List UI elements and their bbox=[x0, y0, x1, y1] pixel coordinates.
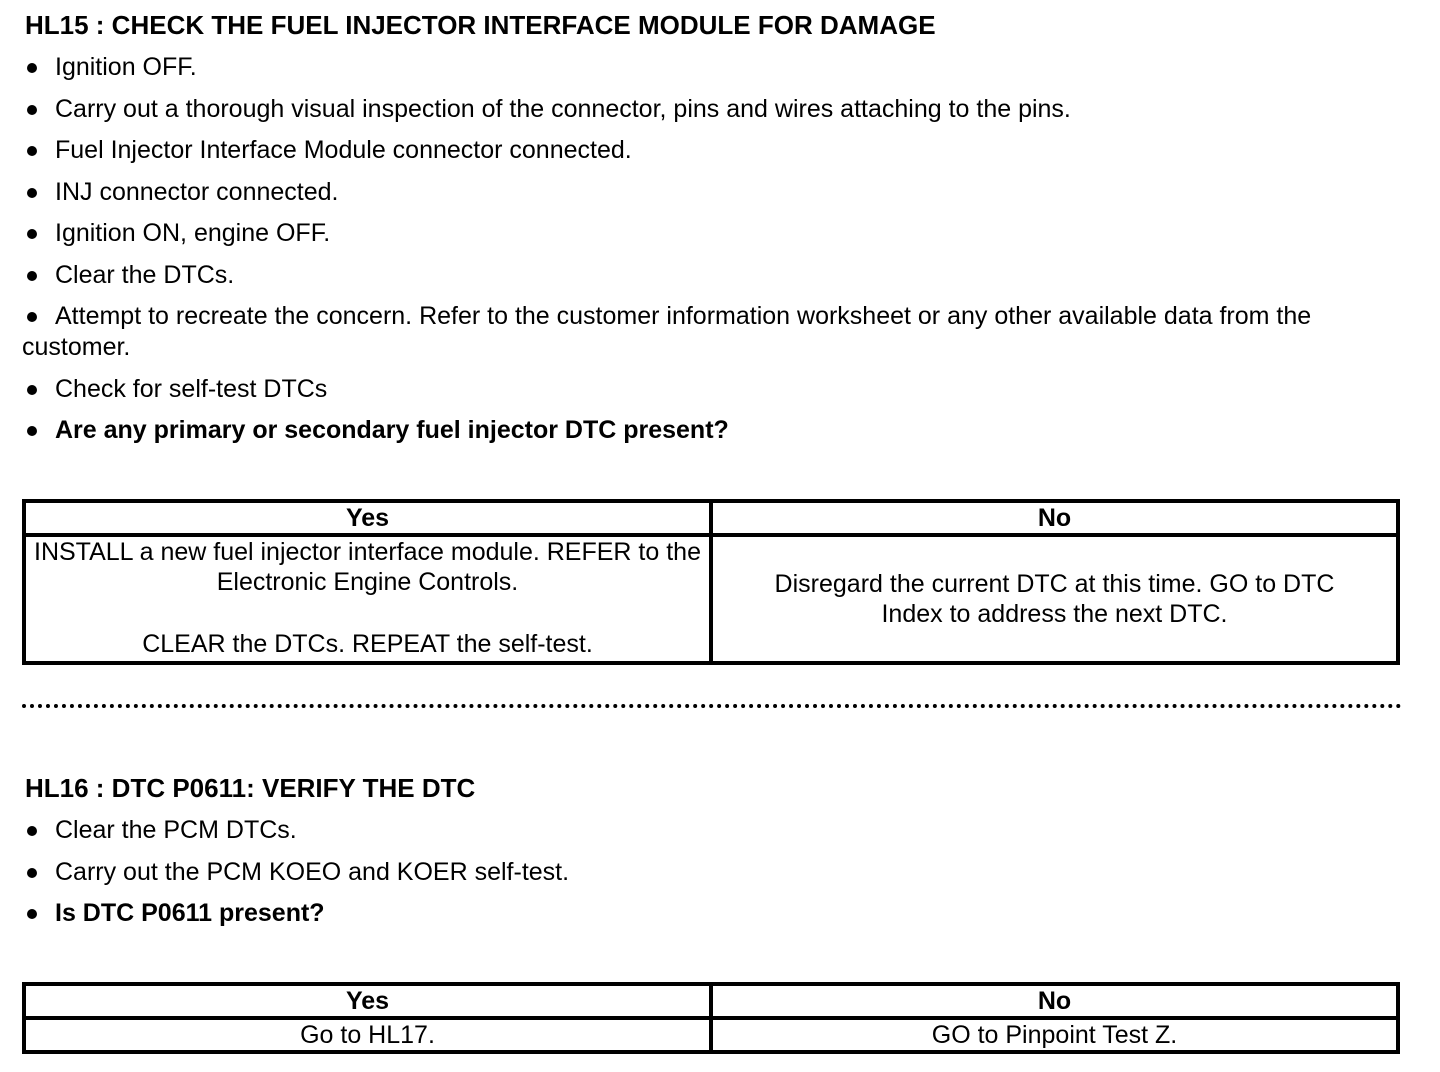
hl15-no-cell: Disregard the current DTC at this time. GO to DTC Index to address the next DTC. bbox=[711, 535, 1398, 663]
hl15-step: Fuel Injector Interface Module connector connected. bbox=[22, 135, 1402, 166]
hl15-yes-instruction: INSTALL a new fuel injector interface module. REFER to the Electronic Engine Controls. bbox=[34, 538, 701, 596]
hl16-decision-table bbox=[22, 982, 1400, 1054]
hl16-step: Carry out the PCM KOEO and KOER self-test. bbox=[22, 857, 1402, 888]
hl16-question: Is DTC P0611 present? bbox=[22, 898, 1402, 929]
hl16-heading: HL16 : DTC P0611: VERIFY THE DTC bbox=[25, 773, 476, 803]
hl15-yes-header: Yes bbox=[24, 501, 711, 535]
bullet-icon bbox=[27, 63, 37, 73]
bullet-icon bbox=[27, 105, 37, 115]
bullet-icon bbox=[27, 385, 37, 395]
hl15-section bbox=[22, 10, 1402, 457]
hl16-step-list bbox=[22, 815, 1402, 929]
hl15-step: Carry out a thorough visual inspection of the connector, pins and wires attaching to the pins. bbox=[22, 94, 1402, 125]
bullet-icon bbox=[27, 146, 37, 156]
hl15-step-list bbox=[22, 52, 1402, 446]
hl15-decision-table bbox=[22, 499, 1400, 665]
hl15-heading: HL15 : CHECK THE FUEL INJECTOR INTERFACE MODULE FOR DAMAGE bbox=[25, 10, 936, 40]
hl15-step: Ignition OFF. bbox=[22, 52, 1402, 83]
bullet-icon bbox=[27, 271, 37, 281]
bullet-icon bbox=[27, 188, 37, 198]
hl15-yes-followup: CLEAR the DTCs. REPEAT the self-test. bbox=[142, 630, 593, 658]
hl15-yes-cell bbox=[24, 535, 711, 663]
hl15-step: Ignition ON, engine OFF. bbox=[22, 218, 1402, 249]
hl16-step: Clear the PCM DTCs. bbox=[22, 815, 1402, 846]
hl16-yes-header: Yes bbox=[24, 984, 711, 1018]
section-divider bbox=[22, 704, 1402, 708]
hl16-no-header: No bbox=[711, 984, 1398, 1018]
bullet-icon bbox=[27, 826, 37, 836]
hl15-step: INJ connector connected. bbox=[22, 177, 1402, 208]
bullet-icon bbox=[27, 868, 37, 878]
hl15-step: Check for self-test DTCs bbox=[22, 374, 1402, 405]
hl15-step: Attempt to recreate the concern. Refer to the customer information worksheet or any other available data from the customer. bbox=[22, 302, 1312, 361]
hl15-no-header: No bbox=[711, 501, 1398, 535]
hl15-question: Are any primary or secondary fuel injector DTC present? bbox=[22, 415, 1402, 446]
bullet-icon bbox=[27, 229, 37, 239]
hl16-section bbox=[22, 773, 1402, 940]
hl16-no-cell: GO to Pinpoint Test Z. bbox=[711, 1018, 1398, 1052]
bullet-icon bbox=[27, 312, 37, 322]
hl16-yes-cell: Go to HL17. bbox=[24, 1018, 711, 1052]
bullet-icon bbox=[27, 909, 37, 919]
hl15-step: Clear the DTCs. bbox=[22, 260, 1402, 291]
bullet-icon bbox=[27, 426, 37, 436]
